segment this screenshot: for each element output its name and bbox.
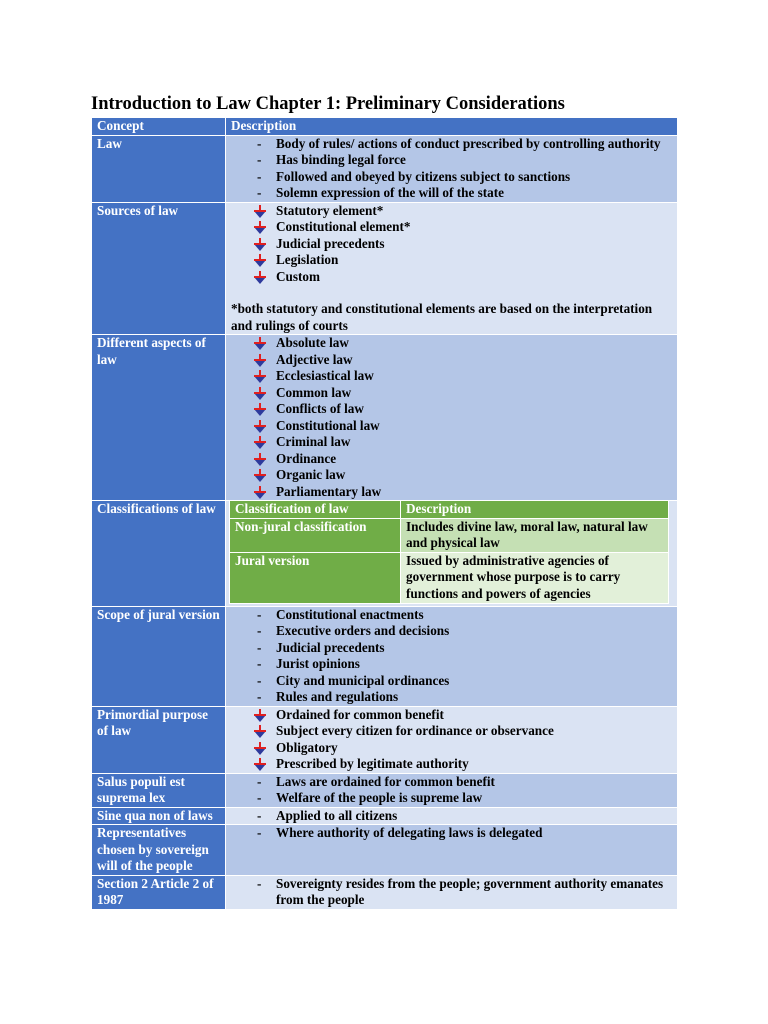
list-item xyxy=(251,673,672,690)
list-item xyxy=(251,467,672,484)
dash-bullet: - xyxy=(257,773,262,789)
concept-cell: Sine qua non of laws xyxy=(92,807,226,825)
classification-row xyxy=(230,552,669,603)
table-row-section-2-article-2-of-1987 xyxy=(92,875,678,909)
concept-cell: Section 2 Article 2 of 1987 xyxy=(92,875,226,909)
concept-cell: Sources of law xyxy=(92,202,226,335)
list-item xyxy=(251,656,672,673)
description-cell xyxy=(226,773,678,807)
list-item-text: Constitutional law xyxy=(276,417,380,433)
dash-bullet: - xyxy=(257,807,262,823)
header-concept: Concept xyxy=(92,118,226,136)
list-item xyxy=(251,774,672,791)
list-item xyxy=(251,418,672,435)
bullet-list xyxy=(231,335,672,500)
classification-row xyxy=(230,518,669,552)
list-item-text: Statutory element* xyxy=(276,202,384,218)
bullet-list xyxy=(231,774,672,807)
concept-cell: Scope of jural version xyxy=(92,606,226,706)
table-row-primordial-purpose-of-law xyxy=(92,706,678,773)
list-item-text: Constitutional element* xyxy=(276,219,411,234)
table-row-salus-populi-est-suprema-lex xyxy=(92,773,678,807)
list-item-text: Solemn expression of the will of the state xyxy=(276,185,504,200)
list-item xyxy=(251,808,672,825)
dash-bullet: - xyxy=(257,639,262,655)
classification-header-row xyxy=(230,501,669,519)
concept-cell: Law xyxy=(92,135,226,202)
description-cell xyxy=(226,706,678,773)
list-item-text: Followed and obeyed by citizens subject to sanctions xyxy=(276,168,571,184)
header-description: Description xyxy=(226,118,678,136)
dash-bullet: - xyxy=(257,606,262,622)
list-item-text: Applied to all citizens xyxy=(276,807,398,823)
description-cell xyxy=(226,335,678,501)
description-cell xyxy=(226,202,678,335)
list-item-text: Judicial precedents xyxy=(276,235,385,251)
list-item xyxy=(251,152,672,169)
down-arrow-bullet-icon xyxy=(254,238,266,251)
down-arrow-bullet-icon xyxy=(254,758,266,771)
list-item xyxy=(251,451,672,468)
dash-bullet: - xyxy=(257,135,262,151)
bullet-list xyxy=(231,808,672,825)
classification-name: Jural version xyxy=(230,552,401,603)
table-row-sine-qua-non-of-laws xyxy=(92,807,678,825)
list-item xyxy=(251,790,672,807)
list-item xyxy=(251,385,672,402)
list-item-text: Prescribed by legitimate authority xyxy=(276,756,469,771)
concept-cell: Classifications of law xyxy=(92,501,226,607)
list-item-text: Criminal law xyxy=(276,434,351,449)
list-item xyxy=(251,825,672,842)
list-item-text: Welfare of the people is supreme law xyxy=(276,790,483,805)
dash-bullet: - xyxy=(257,168,262,184)
dash-bullet: - xyxy=(257,623,262,638)
list-item-text: Custom xyxy=(276,268,320,284)
list-item-text: Sovereignty resides from the people; government authority emanates from the people xyxy=(276,875,664,907)
list-item xyxy=(251,689,672,706)
down-arrow-bullet-icon xyxy=(254,337,266,350)
down-arrow-bullet-icon xyxy=(254,254,266,267)
list-item xyxy=(251,484,672,501)
classification-description: Issued by administrative agencies of government whose purpose is to carry functions and powers of agencies xyxy=(401,552,669,603)
list-item-text: Rules and regulations xyxy=(276,689,399,704)
list-item-text: Conflicts of law xyxy=(276,401,364,416)
list-item xyxy=(251,607,672,624)
description-cell xyxy=(226,825,678,876)
list-item-text: Has binding legal force xyxy=(276,152,406,167)
list-item xyxy=(251,236,672,253)
description-cell xyxy=(226,875,678,909)
list-item xyxy=(251,352,672,369)
down-arrow-bullet-icon xyxy=(254,354,266,367)
list-item-text: Adjective law xyxy=(276,351,353,367)
list-item xyxy=(251,169,672,186)
concept-cell: Different aspects of law xyxy=(92,335,226,501)
list-item xyxy=(251,269,672,286)
down-arrow-bullet-icon xyxy=(254,271,266,284)
down-arrow-bullet-icon xyxy=(254,453,266,466)
footnote: *both statutory and constitutional elements are based on the interpretation and rulings of courts xyxy=(231,301,653,333)
list-item-text: Constitutional enactments xyxy=(276,606,424,622)
list-item xyxy=(251,185,672,202)
classification-header-cell: Classification of law xyxy=(230,501,401,519)
down-arrow-bullet-icon xyxy=(254,420,266,433)
down-arrow-bullet-icon xyxy=(254,370,266,383)
table-row-sources-of-law xyxy=(92,202,678,335)
down-arrow-bullet-icon xyxy=(254,205,266,218)
list-item xyxy=(251,219,672,236)
list-item-text: Ordained for common benefit xyxy=(276,706,444,722)
down-arrow-bullet-icon xyxy=(254,221,266,234)
list-item-text: Organic law xyxy=(276,467,346,482)
description-cell xyxy=(226,135,678,202)
down-arrow-bullet-icon xyxy=(254,725,266,738)
list-item-text: Judicial precedents xyxy=(276,639,385,655)
down-arrow-bullet-icon xyxy=(254,486,266,499)
list-item xyxy=(251,707,672,724)
down-arrow-bullet-icon xyxy=(254,742,266,755)
list-item-text: Subject every citizen for ordinance or observance xyxy=(276,723,554,738)
list-item-text: Parliamentary law xyxy=(276,483,382,499)
list-item-text: Laws are ordained for common benefit xyxy=(276,773,495,789)
description-cell xyxy=(226,501,678,607)
dash-bullet: - xyxy=(257,689,262,704)
table-header-row xyxy=(92,118,678,136)
list-item xyxy=(251,740,672,757)
down-arrow-bullet-icon xyxy=(254,387,266,400)
bullet-list xyxy=(231,825,672,842)
list-item xyxy=(251,136,672,153)
list-item-text: Obligatory xyxy=(276,739,338,755)
list-item-text: Common law xyxy=(276,384,352,400)
list-item xyxy=(251,623,672,640)
dash-bullet: - xyxy=(257,656,262,671)
list-item xyxy=(251,368,672,385)
table-row-scope-of-jural-version xyxy=(92,606,678,706)
list-item-text: Ordinance xyxy=(276,450,337,466)
concept-table xyxy=(91,117,678,910)
down-arrow-bullet-icon xyxy=(254,469,266,482)
description-cell xyxy=(226,807,678,825)
list-item xyxy=(251,723,672,740)
list-item xyxy=(251,434,672,451)
concept-cell: Primordial purpose of law xyxy=(92,706,226,773)
down-arrow-bullet-icon xyxy=(254,436,266,449)
list-item-text: Where authority of delegating laws is delegated xyxy=(276,825,543,840)
bullet-list xyxy=(231,136,672,202)
classification-header-cell: Description xyxy=(401,501,669,519)
bullet-list xyxy=(231,607,672,706)
bullet-list xyxy=(231,203,672,286)
list-item xyxy=(251,401,672,418)
classification-description: Includes divine law, moral law, natural law and physical law xyxy=(401,518,669,552)
description-cell xyxy=(226,606,678,706)
list-item-text: Absolute law xyxy=(276,335,349,350)
dash-bullet: - xyxy=(257,875,262,891)
classification-table xyxy=(229,500,669,604)
down-arrow-bullet-icon xyxy=(254,403,266,416)
bullet-list xyxy=(231,707,672,773)
list-item xyxy=(251,876,672,909)
bullet-list xyxy=(231,876,672,909)
concept-cell: Representatives chosen by sovereign will of the people xyxy=(92,825,226,876)
table-row-law xyxy=(92,135,678,202)
list-item-text: Body of rules/ actions of conduct prescribed by controlling authority xyxy=(276,135,661,151)
classification-name: Non-jural classification xyxy=(230,518,401,552)
table-row-classifications-of-law xyxy=(92,501,678,607)
list-item xyxy=(251,335,672,352)
list-item xyxy=(251,203,672,220)
down-arrow-bullet-icon xyxy=(254,709,266,722)
list-item-text: Ecclesiastical law xyxy=(276,368,374,383)
list-item-text: City and municipal ordinances xyxy=(276,672,450,688)
list-item-text: Executive orders and decisions xyxy=(276,623,450,638)
list-item-text: Jurist opinions xyxy=(276,656,360,671)
list-item xyxy=(251,756,672,773)
dash-bullet: - xyxy=(257,825,262,840)
list-item-text: Legislation xyxy=(276,252,339,267)
concept-cell: Salus populi est suprema lex xyxy=(92,773,226,807)
list-item xyxy=(251,640,672,657)
dash-bullet: - xyxy=(257,790,262,805)
dash-bullet: - xyxy=(257,152,262,167)
table-row-representatives-chosen-by-sovereign-will-of-the-people xyxy=(92,825,678,876)
list-item xyxy=(251,252,672,269)
page-title: Introduction to Law Chapter 1: Preliminary Considerations xyxy=(91,94,565,114)
table-row-different-aspects-of-law xyxy=(92,335,678,501)
dash-bullet: - xyxy=(257,185,262,200)
dash-bullet: - xyxy=(257,672,262,688)
